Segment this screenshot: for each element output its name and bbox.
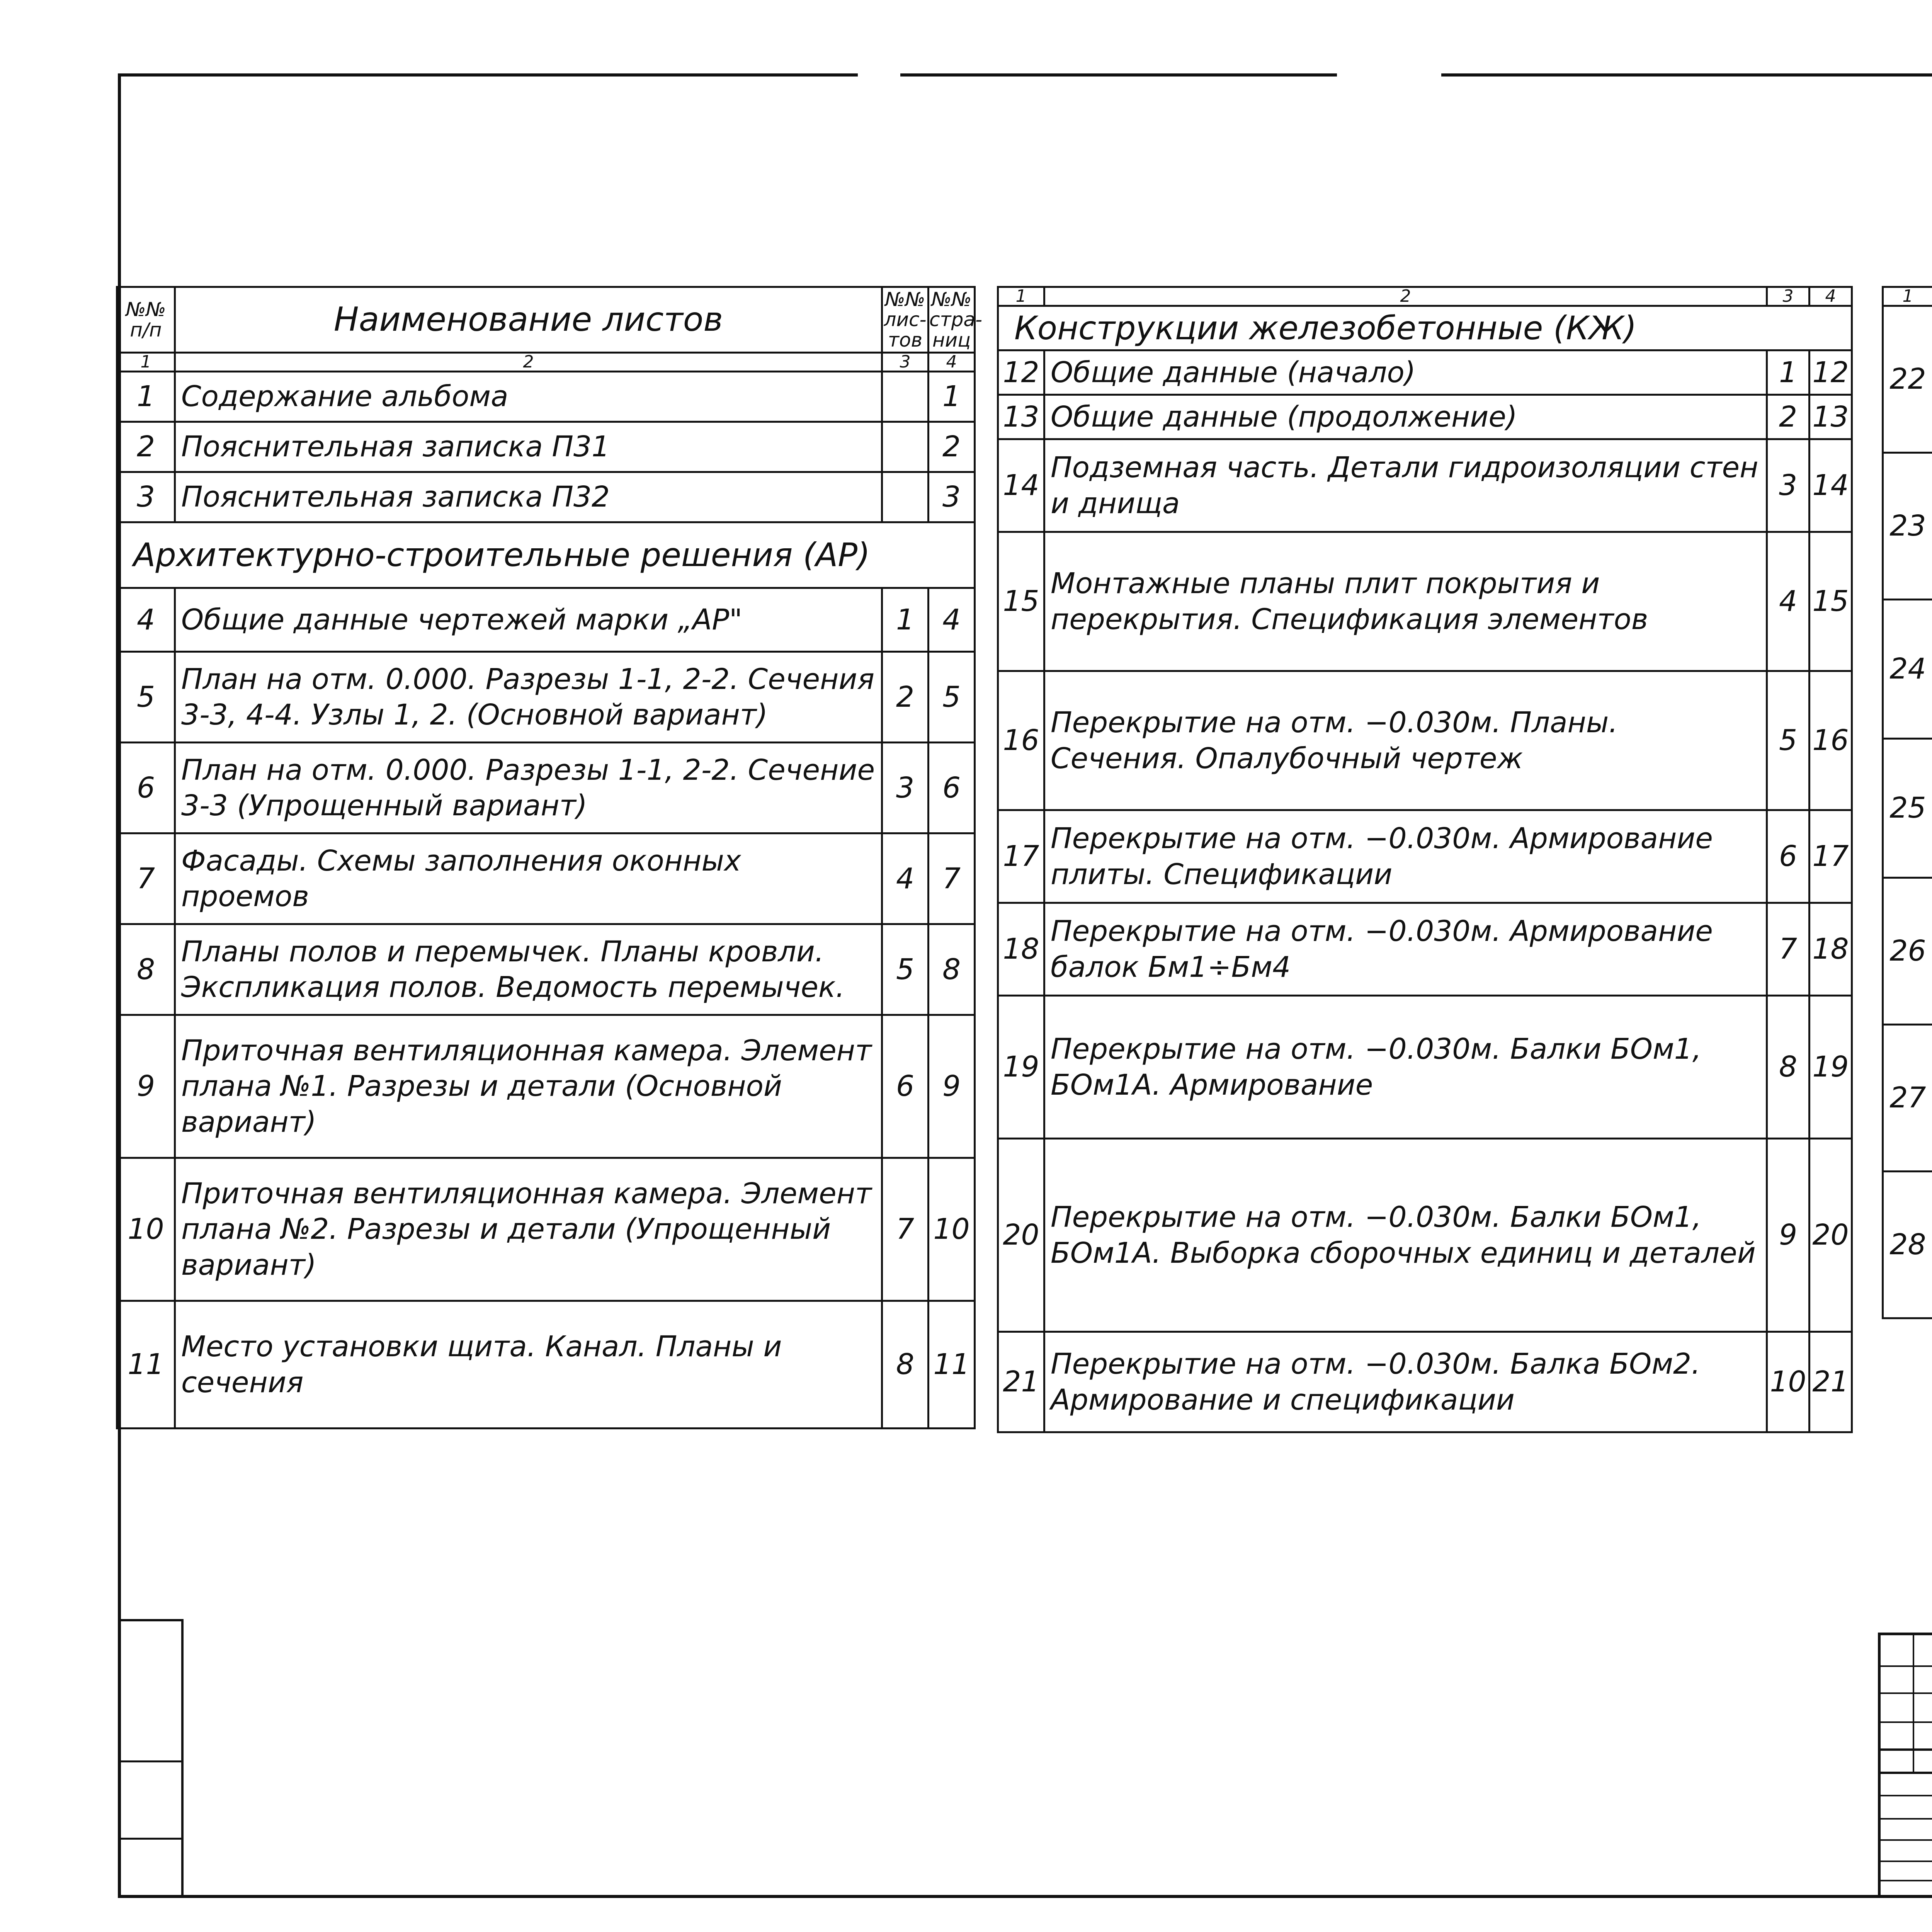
row-page: 12 bbox=[1810, 350, 1852, 395]
row-sheet: 8 bbox=[882, 1301, 929, 1429]
row-number: 6 bbox=[117, 743, 175, 833]
row-number: 18 bbox=[998, 903, 1044, 996]
row-sheet: 4 bbox=[1767, 532, 1810, 671]
row-name: Подземная часть. Детали гидроизоляции стен и днища bbox=[1044, 439, 1767, 532]
row-number: 17 bbox=[998, 810, 1044, 903]
row-sheet: 7 bbox=[882, 1158, 929, 1301]
row-number: 11 bbox=[117, 1301, 175, 1429]
table-row bbox=[998, 1139, 1852, 1332]
table-row bbox=[998, 439, 1852, 532]
row-page: 7 bbox=[929, 833, 975, 924]
row-sheet bbox=[882, 372, 929, 422]
row-sheet bbox=[882, 472, 929, 522]
table-row bbox=[1883, 878, 1932, 1025]
table-row bbox=[998, 350, 1852, 395]
row-page: 10 bbox=[929, 1158, 975, 1301]
row-sheet: 1 bbox=[1767, 350, 1810, 395]
row-number: 16 bbox=[998, 671, 1044, 810]
table-row bbox=[117, 422, 975, 472]
row-number: 25 bbox=[1883, 739, 1932, 878]
row-number: 20 bbox=[998, 1139, 1044, 1332]
row-number: 7 bbox=[117, 833, 175, 924]
table-row bbox=[1883, 1025, 1932, 1172]
table-row bbox=[117, 743, 975, 833]
table-row bbox=[998, 810, 1852, 903]
row-number: 21 bbox=[998, 1332, 1044, 1432]
row-sheet: 3 bbox=[882, 743, 929, 833]
row-name: Общие данные (продолжение) bbox=[1044, 395, 1767, 439]
table-row bbox=[1883, 739, 1932, 878]
header-index-row: 1 2 3 4 bbox=[117, 353, 975, 372]
row-name: План на отм. 0.000. Разрезы 1-1, 2-2. Сечение 3-3 (Упрощенный вариант) bbox=[175, 743, 882, 833]
row-name: Перекрытие на отм. −0.030м. Армирование балок Бм1÷Бм4 bbox=[1044, 903, 1767, 996]
table-row bbox=[1883, 453, 1932, 600]
table-row bbox=[1883, 1172, 1932, 1318]
row-number: 24 bbox=[1883, 600, 1932, 739]
row-name: Перекрытие на отм. −0.030м. Балки БОм1, БОм1А. Выборка сборочных единиц и деталей bbox=[1044, 1139, 1767, 1332]
row-number: 2 bbox=[117, 422, 175, 472]
table-row bbox=[117, 1158, 975, 1301]
header-name: Наименование листов bbox=[175, 287, 882, 353]
table-row bbox=[117, 924, 975, 1015]
table-row bbox=[117, 472, 975, 522]
row-sheet: 7 bbox=[1767, 903, 1810, 996]
row-sheet: 10 bbox=[1767, 1332, 1810, 1432]
row-page: 13 bbox=[1810, 395, 1852, 439]
row-name: Приточная вентиляционная камера. Элемент плана №1. Разрезы и детали (Основной вариант) bbox=[175, 1015, 882, 1158]
row-sheet: 3 bbox=[1767, 439, 1810, 532]
table-row bbox=[998, 1332, 1852, 1432]
row-name: План на отм. 0.000. Разрезы 1-1, 2-2. Сечения 3-3, 4-4. Узлы 1, 2. (Основной вариант) bbox=[175, 652, 882, 743]
row-number: 3 bbox=[117, 472, 175, 522]
row-sheet: 5 bbox=[1767, 671, 1810, 810]
row-name: Перекрытие на отм. −0.030м. Балка БОм2. Армирование и спецификации bbox=[1044, 1332, 1767, 1432]
contents-table-2 bbox=[997, 286, 1853, 1433]
table-row bbox=[998, 671, 1852, 810]
row-name: Фасады. Схемы заполнения оконных проемов bbox=[175, 833, 882, 924]
contents-table-3 bbox=[1882, 286, 1932, 1319]
table-row bbox=[117, 652, 975, 743]
row-sheet: 2 bbox=[882, 652, 929, 743]
contents-table-1 bbox=[116, 286, 983, 1429]
header-pages: №№ стра-ниц bbox=[929, 287, 975, 353]
table-row bbox=[998, 532, 1852, 671]
row-page: 3 bbox=[929, 472, 975, 522]
section-title: Архитектурно-строительные решения (АР) bbox=[117, 522, 975, 588]
row-number: 13 bbox=[998, 395, 1044, 439]
table-row bbox=[1883, 600, 1932, 739]
header-index-row: 1 2 3 4 bbox=[998, 287, 1852, 306]
table-row bbox=[998, 903, 1852, 996]
row-number: 12 bbox=[998, 350, 1044, 395]
row-page: 14 bbox=[1810, 439, 1852, 532]
row-sheet: 8 bbox=[1767, 996, 1810, 1139]
row-sheet: 5 bbox=[882, 924, 929, 1015]
row-name: Перекрытие на отм. −0.030м. Армирование плиты. Спецификации bbox=[1044, 810, 1767, 903]
row-number: 14 bbox=[998, 439, 1044, 532]
title-block bbox=[1878, 1633, 1932, 1898]
row-page: 16 bbox=[1810, 671, 1852, 810]
row-number: 19 bbox=[998, 996, 1044, 1139]
row-name: Перекрытие на отм. −0.030м. Планы. Сечения. Опалубочный чертеж bbox=[1044, 671, 1767, 810]
row-page: 11 bbox=[929, 1301, 975, 1429]
row-number: 9 bbox=[117, 1015, 175, 1158]
row-page: 8 bbox=[929, 924, 975, 1015]
row-sheet: 4 bbox=[882, 833, 929, 924]
row-number: 27 bbox=[1883, 1025, 1932, 1172]
binding-stamp bbox=[118, 1619, 184, 1898]
row-sheet: 6 bbox=[1767, 810, 1810, 903]
row-name: Место установки щита. Канал. Планы и сечения bbox=[175, 1301, 882, 1429]
row-number: 23 bbox=[1883, 453, 1932, 600]
row-number: 28 bbox=[1883, 1172, 1932, 1318]
row-number: 26 bbox=[1883, 878, 1932, 1025]
row-number: 8 bbox=[117, 924, 175, 1015]
row-page: 2 bbox=[929, 422, 975, 472]
row-page: 15 bbox=[1810, 532, 1852, 671]
table-row bbox=[117, 1015, 975, 1158]
table-row bbox=[117, 833, 975, 924]
header-index-row: 1 bbox=[1883, 287, 1932, 306]
row-name: Пояснительная записка П31 bbox=[175, 422, 882, 472]
frame-gap bbox=[858, 70, 900, 78]
row-name: Общие данные чертежей марки „АР" bbox=[175, 588, 882, 652]
row-number: 5 bbox=[117, 652, 175, 743]
section-row bbox=[117, 522, 975, 588]
row-sheet bbox=[882, 422, 929, 472]
row-number: 22 bbox=[1883, 306, 1932, 453]
row-name: Пояснительная записка П32 bbox=[175, 472, 882, 522]
row-page: 6 bbox=[929, 743, 975, 833]
row-page: 4 bbox=[929, 588, 975, 652]
header-row bbox=[117, 287, 975, 353]
row-page: 18 bbox=[1810, 903, 1852, 996]
row-page: 19 bbox=[1810, 996, 1852, 1139]
row-sheet: 1 bbox=[882, 588, 929, 652]
header-sheets: №№ лис-тов bbox=[882, 287, 929, 353]
frame-gap bbox=[1337, 70, 1441, 78]
row-number: 4 bbox=[117, 588, 175, 652]
row-name: Общие данные (начало) bbox=[1044, 350, 1767, 395]
row-name: Перекрытие на отм. −0.030м. Балки БОм1, БОм1А. Армирование bbox=[1044, 996, 1767, 1139]
row-page: 17 bbox=[1810, 810, 1852, 903]
table-row bbox=[117, 1301, 975, 1429]
row-name: Планы полов и перемычек. Планы кровли. Экспликация полов. Ведомость перемычек. bbox=[175, 924, 882, 1015]
section-title: Конструкции железобетонные (КЖ) bbox=[998, 306, 1852, 350]
page-title bbox=[1028, 201, 1094, 268]
row-page: 1 bbox=[929, 372, 975, 422]
table-row bbox=[117, 588, 975, 652]
row-name: Монтажные планы плит покрытия и перекрытия. Спецификация элементов bbox=[1044, 532, 1767, 671]
table-row bbox=[998, 395, 1852, 439]
row-name: Содержание альбома bbox=[175, 372, 882, 422]
row-number: 15 bbox=[998, 532, 1044, 671]
header-num: №№ п/п bbox=[117, 287, 175, 353]
row-number: 10 bbox=[117, 1158, 175, 1301]
row-page: 5 bbox=[929, 652, 975, 743]
row-name: Приточная вентиляционная камера. Элемент плана №2. Разрезы и детали (Упрощенный вариант) bbox=[175, 1158, 882, 1301]
row-sheet: 6 bbox=[882, 1015, 929, 1158]
row-number: 1 bbox=[117, 372, 175, 422]
table-row bbox=[1883, 306, 1932, 453]
section-row bbox=[998, 306, 1852, 350]
table-row bbox=[998, 996, 1852, 1139]
table-row bbox=[117, 372, 975, 422]
row-page: 9 bbox=[929, 1015, 975, 1158]
row-page: 20 bbox=[1810, 1139, 1852, 1332]
binding-stamp-labels bbox=[73, 1846, 96, 1893]
row-page: 21 bbox=[1810, 1332, 1852, 1432]
row-sheet: 9 bbox=[1767, 1139, 1810, 1332]
row-sheet: 2 bbox=[1767, 395, 1810, 439]
